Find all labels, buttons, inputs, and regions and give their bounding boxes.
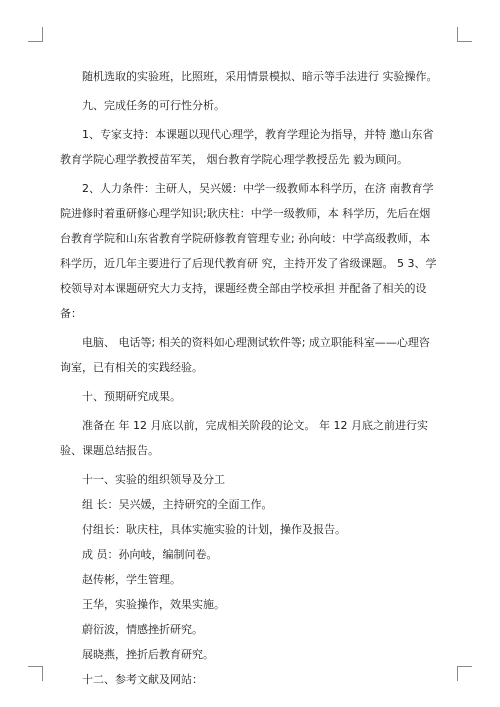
list-item-member: 成 员：孙向岐，编制问卷。 xyxy=(82,548,218,561)
heading-organization: 十一、实验的组织领导及分工 xyxy=(82,473,225,486)
paragraph-expected-results: 准备在 年 12 月底以前，完成相关阶段的论文。 年 12 月底之前进行实验、课题总结报告。 xyxy=(60,419,428,457)
list-item-deputy-leader: 付组长：耿庆柱，具体实施实验的计划，操作及报告。 xyxy=(82,523,346,536)
list-item-member-zhao: 赵传彬，学生管理。 xyxy=(82,573,181,586)
heading-expected-results: 十、预期研究成果。 xyxy=(82,390,181,403)
crop-mark-bottom-right xyxy=(457,666,472,681)
list-item-member-zhan: 展晓燕，挫折后教育研究。 xyxy=(82,648,214,661)
crop-mark-bottom-left xyxy=(28,666,43,681)
crop-mark-top-left xyxy=(28,27,43,42)
paragraph-experiment-class: 随机选取的实验班，比照班，采用情景模拟、暗示等手法进行 实验操作。 xyxy=(82,70,438,83)
paragraph-expert-support: 1、专家支持：本课题以现代心理学，教育学理论为指导，并特 邀山东省教育学院心理学教授苗军芙， 烟台教育学院心理学教授岳先 毅为顾问。 xyxy=(60,128,434,166)
list-item-leader: 组 长：吴兴媛，主持研究的全面工作。 xyxy=(82,498,273,511)
paragraph-equipment: 电脑、 电话等; 相关的资料如心理测试软件等; 成立职能科室——心理咨询室，已有相关的实践经验。 xyxy=(60,336,430,374)
document-body xyxy=(60,64,440,692)
heading-feasibility: 九、完成任务的可行性分析。 xyxy=(82,99,225,112)
list-item-member-wang: 王华，实验操作，效果实施。 xyxy=(82,598,225,611)
list-item-member-wei: 蔚衍波，情感挫折研究。 xyxy=(82,623,203,636)
heading-references: 十二、参考文献及网站： xyxy=(82,673,203,686)
paragraph-human-resources: 2、人力条件：主研人，吴兴媛：中学一级教师本科学历，在济 南教育学院进修时着重研修心理学知识;耿庆柱：中学一级教师，本 科学历，先后在烟台教育学院和山东省教育学院研修教育管理专业; 孙向岐：中学高级教师，本科学历，近几年主要进行了后现代教育研 究，主持开发了省级课题。 5 3、学校领导对本课题研究大力支持，课题经费全部由学校承担 并配备了相关的设备： xyxy=(60,182,437,320)
crop-mark-top-right xyxy=(457,27,472,42)
